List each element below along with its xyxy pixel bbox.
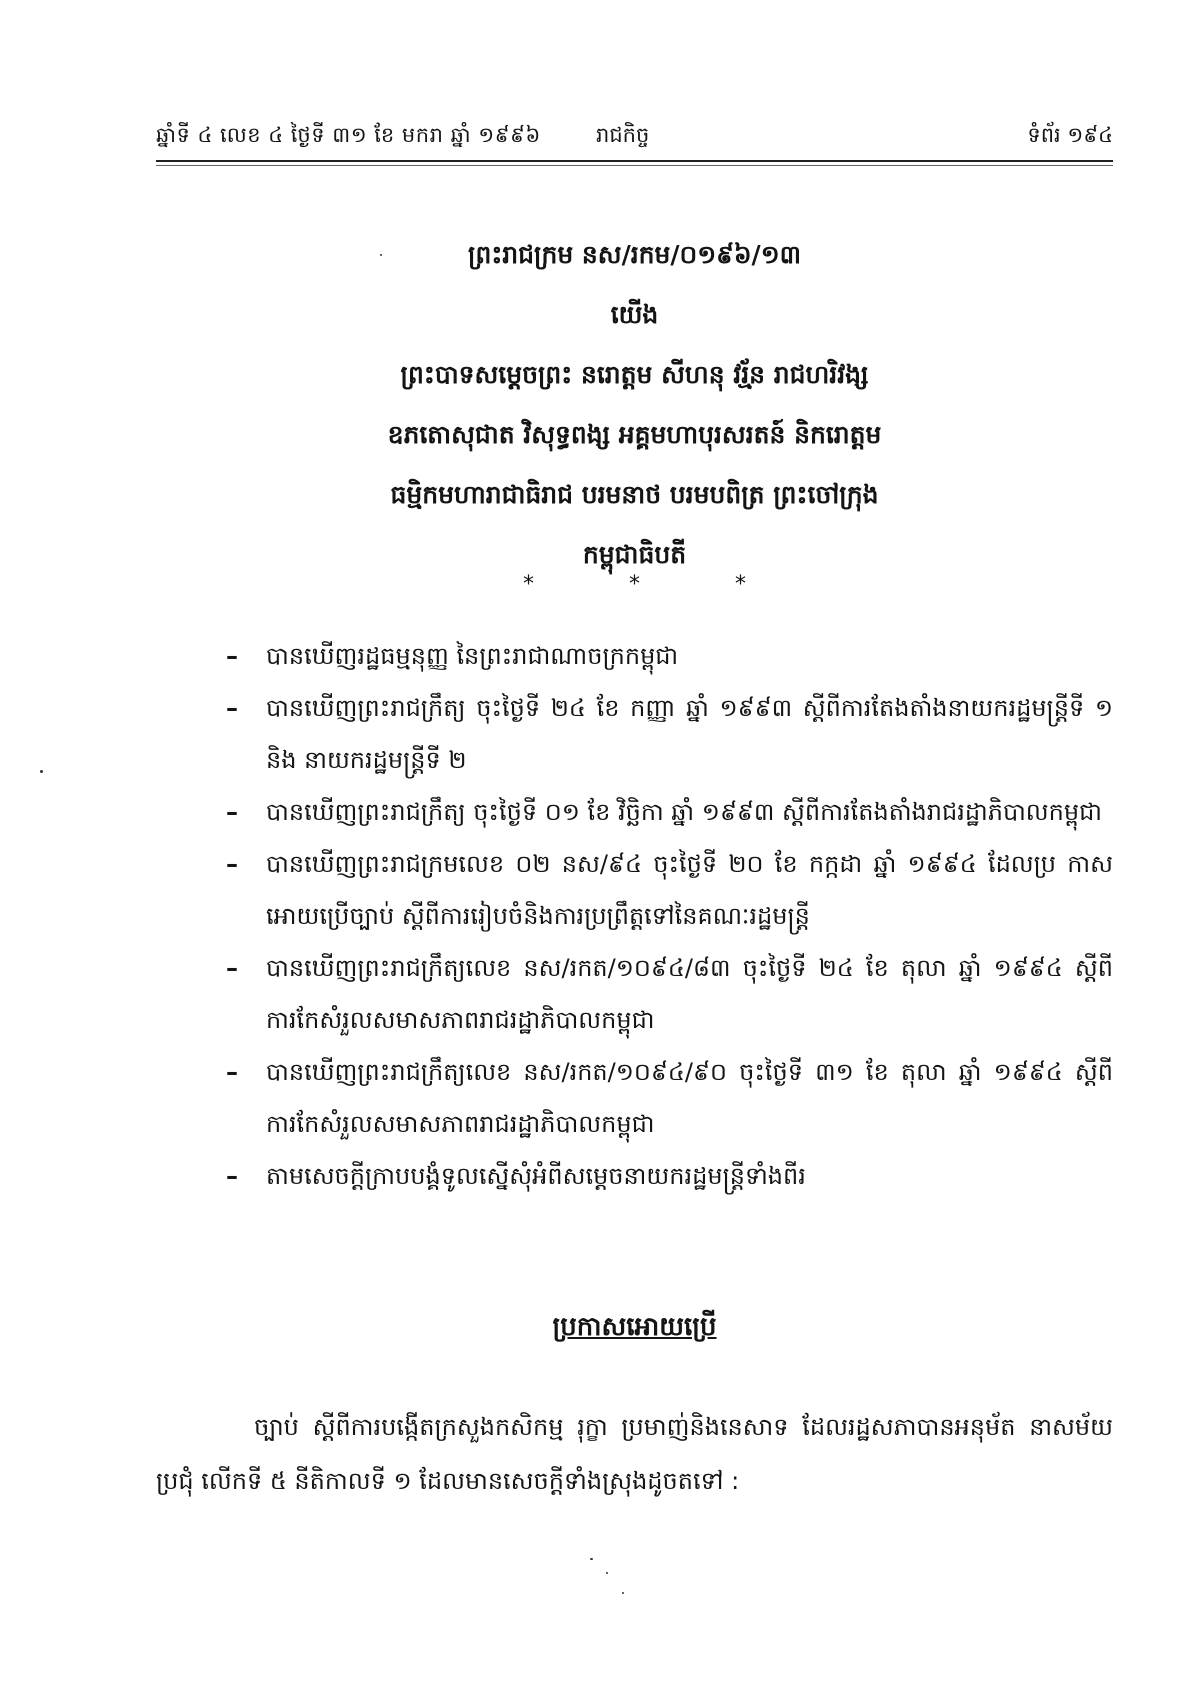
consideration-text: បានឃើញព្រះរាជក្រមលេខ ០២ នស/៩៤ ចុះថ្ងៃទី ២០ ខែ កក្កដា ឆ្នាំ ១៩៩៤ ដែលប្រ កាសអោយប្រើច្បាប់ ស្តីពីការរៀបចំនិងការប្រព្រឹត្តទៅនៃគណៈរដ្ឋមន្ត្រី (266, 850, 1114, 930)
consideration-text: បានឃើញព្រះរាជក្រឹត្យ ចុះថ្ងៃទី ២៤ ខែ កញ្ញា ឆ្នាំ ១៩៩៣ ស្តីពីការតែងតាំងនាយករដ្ឋមន្ត្រីទី ១ និង នាយករដ្ឋមន្ត្រីទី ២ (266, 694, 1113, 774)
king-title-line-1: ព្រះបាទសម្តេចព្រះ នរោត្តម សីហនុ វរ្ម័ន រាជហរិវង្ស (400, 360, 869, 389)
king-title-line-2: ឧភតោសុជាត វិសុទ្ធពង្ស អគ្គមហាបុរសរតន៍ និករោត្តម (387, 420, 882, 449)
consideration-text: បានឃើញរដ្ឋធម្មនុញ្ញ នៃព្រះរាជាណាចក្រកម្ពុជា (266, 642, 679, 670)
scan-speck (622, 1592, 624, 1594)
scan-speck (606, 1572, 608, 1574)
consideration-item (226, 942, 1113, 1046)
header-gazette-title: រាជកិច្ច (596, 123, 650, 147)
considerations-list (226, 630, 1113, 1202)
consideration-item (226, 1046, 1113, 1150)
dash-bullet: – (226, 642, 238, 670)
gazette-header (156, 112, 1113, 158)
consideration-text: បានឃើញព្រះរាជក្រឹត្យលេខ នស/រកត/១០៩៤/៨៣ ចុះថ្ងៃទី ២៤ ខែ តុលា ឆ្នាំ ១៩៩៤ ស្តីពីការកែសំរួលសមាសភាពរាជរដ្ឋាភិបាលកម្ពុជា (266, 954, 1113, 1034)
consideration-text: តាមសេចក្តីក្រាបបង្គំទូលស្នើសុំអំពីសម្តេចនាយករដ្ឋមន្ត្រីទាំងពីរ (266, 1162, 806, 1190)
consideration-text: បានឃើញព្រះរាជក្រឹត្យលេខ នស/រកត/១០៩៤/៩០ ចុះថ្ងៃទី ៣១ ខែ តុលា ឆ្នាំ ១៩៩៤ ស្តីពីការកែសំរួលសមាសភាពរាជរដ្ឋាភិបាលកម្ពុជា (266, 1058, 1113, 1138)
promulgation-paragraph: ច្បាប់ ស្តីពីការបង្កើតក្រសួងកសិកម្ម រុក្ខា ប្រមាញ់និងនេសាទ ដែលរដ្ឋសភាបានអនុម័ត នាសម័យប្រជុំ លើកទី ៥ នីតិកាលទី ១ ដែលមានសេចក្តីទាំងស្រុងដូចតទៅ : (156, 1413, 1113, 1495)
king-title-line-3: ធម្មិកមហារាជាធិរាជ បរមនាថ បរមបពិត្រ ព្រះចៅក្រុង (390, 480, 879, 509)
scan-speck (590, 1558, 593, 1560)
consideration-item (226, 838, 1113, 942)
header-page-number: ទំព័រ ១៩៤ (1027, 123, 1113, 147)
header-rule-thin (156, 165, 1113, 166)
scan-speck (380, 254, 382, 256)
consideration-item (226, 786, 1113, 838)
consideration-item (226, 1150, 1113, 1202)
proclamation-heading: ប្រកាសអោយប្រើ (552, 1312, 717, 1342)
header-rule (156, 160, 1113, 162)
consideration-item (226, 682, 1113, 786)
scan-speck (40, 770, 43, 773)
dash-bullet: – (226, 798, 238, 826)
dash-bullet: – (226, 850, 238, 878)
dash-bullet: – (226, 954, 238, 982)
section-separator-stars: * * * (523, 572, 790, 597)
dash-bullet: – (226, 1058, 238, 1086)
dash-bullet: – (226, 694, 238, 722)
king-title-line-4: កម្ពុជាធិបតី (582, 540, 687, 569)
consideration-item (226, 630, 1113, 682)
header-date-line: ឆ្នាំទី ៤ លេខ ៤ ថ្ងៃទី ៣១ ខែ មករា ឆ្នាំ ១៩៩៦ (156, 123, 541, 147)
decree-number: ព្រះរាជក្រម នស/រកម/០១៩៦/១៣ (468, 240, 801, 269)
decree-we: យើង (610, 300, 659, 329)
consideration-text: បានឃើញព្រះរាជក្រឹត្យ ចុះថ្ងៃទី ០១ ខែ វិច្ឆិកា ឆ្នាំ ១៩៩៣ ស្តីពីការតែងតាំងរាជរដ្ឋាភិបាលកម្ពុជា (266, 798, 1102, 826)
dash-bullet: – (226, 1162, 238, 1190)
